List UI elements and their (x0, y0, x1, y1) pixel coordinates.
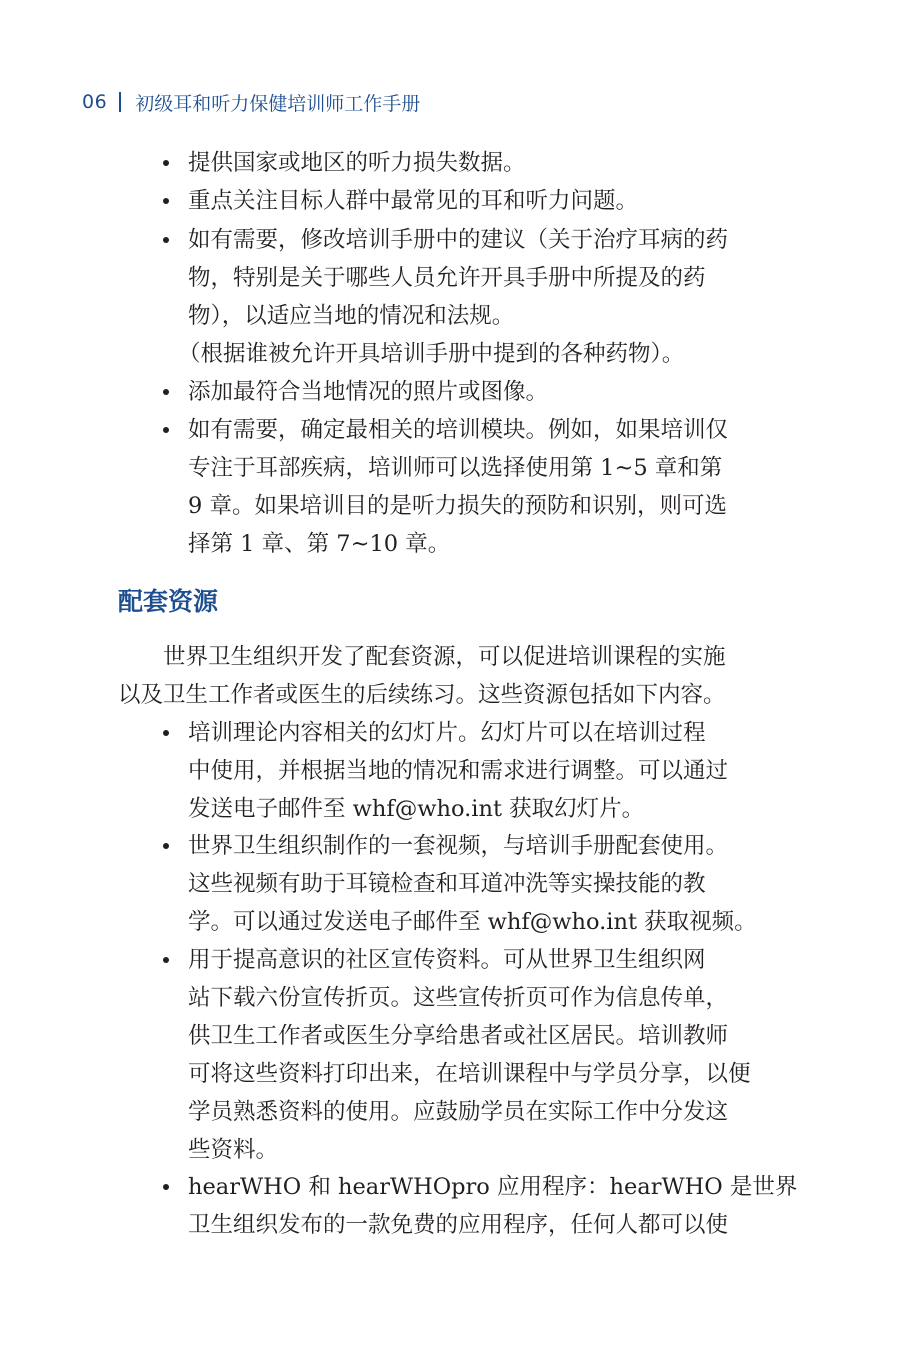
text-line: 培训理论内容相关的幻灯片。幻灯片可以在培训过程 (188, 720, 706, 746)
text-line: 9 章。如果培训目的是听力损失的预防和识别，则可选 (188, 493, 727, 519)
section-heading: 配套资源 (118, 587, 219, 616)
bullet-marker (163, 730, 169, 736)
bullet-marker (163, 957, 169, 963)
text-line: 可将这些资料打印出来，在培训课程中与学员分享，以便 (188, 1061, 751, 1087)
text-line: 中使用，并根据当地的情况和需求进行调整。可以通过 (188, 758, 729, 784)
text-line: 学员熟悉资料的使用。应鼓励学员在实际工作中分发这 (188, 1099, 729, 1125)
bullet-marker (163, 427, 169, 433)
header-divider (119, 92, 121, 112)
text-line: 用于提高意识的社区宣传资料。可从世界卫生组织网 (188, 947, 706, 973)
text-line: 择第 1 章、第 7~10 章。 (188, 531, 451, 557)
text-line: 发送电子邮件至 whf@who.int 获取幻灯片。 (188, 796, 645, 822)
bullet-marker (163, 198, 169, 204)
text-line: 重点关注目标人群中最常见的耳和听力问题。 (188, 188, 639, 214)
text-line: 如有需要，修改培训手册中的建议（关于治疗耳病的药 (188, 227, 729, 253)
text-line: 如有需要，确定最相关的培训模块。例如，如果培训仅 (188, 417, 729, 443)
text-line: 些资料。 (188, 1137, 279, 1163)
bullet-marker (163, 389, 169, 395)
text-line: 卫生组织发布的一款免费的应用程序，任何人都可以使 (188, 1212, 729, 1238)
book-title: 初级耳和听力保健培训师工作手册 (135, 92, 421, 115)
text-line: 这些视频有助于耳镜检查和耳道冲洗等实操技能的教 (188, 871, 706, 897)
text-line: 站下载六份宣传折页。这些宣传折页可作为信息传单， (188, 985, 729, 1011)
bullet-marker (163, 843, 169, 849)
text-line: （根据谁被允许开具培训手册中提到的各种药物）。 (178, 341, 685, 367)
text-line: 添加最符合当地情况的照片或图像。 (188, 379, 549, 405)
text-line: 物，特别是关于哪些人员允许开具手册中所提及的药 (188, 265, 706, 291)
text-line: 供卫生工作者或医生分享给患者或社区居民。培训教师 (188, 1023, 729, 1049)
text-line: hearWHO 和 hearWHOpro 应用程序：hearWHO 是世界 (188, 1174, 798, 1200)
text-line: 学。可以通过发送电子邮件至 whf@who.int 获取视频。 (188, 909, 757, 935)
text-line: 以及卫生工作者或医生的后续练习。这些资源包括如下内容。 (118, 682, 726, 708)
text-line: 专注于耳部疾病，培训师可以选择使用第 1~5 章和第 (188, 455, 723, 481)
text-line: 世界卫生组织制作的一套视频，与培训手册配套使用。 (188, 833, 729, 859)
bullet-marker (163, 1184, 169, 1190)
text-line: 世界卫生组织开发了配套资源，可以促进培训课程的实施 (163, 644, 726, 670)
bullet-marker (163, 237, 169, 243)
page-number: 06 (82, 91, 108, 113)
text-line: 提供国家或地区的听力损失数据。 (188, 150, 526, 176)
text-line: 物），以适应当地的情况和法规。 (188, 303, 515, 329)
running-header (82, 86, 420, 118)
bullet-marker (163, 160, 169, 166)
